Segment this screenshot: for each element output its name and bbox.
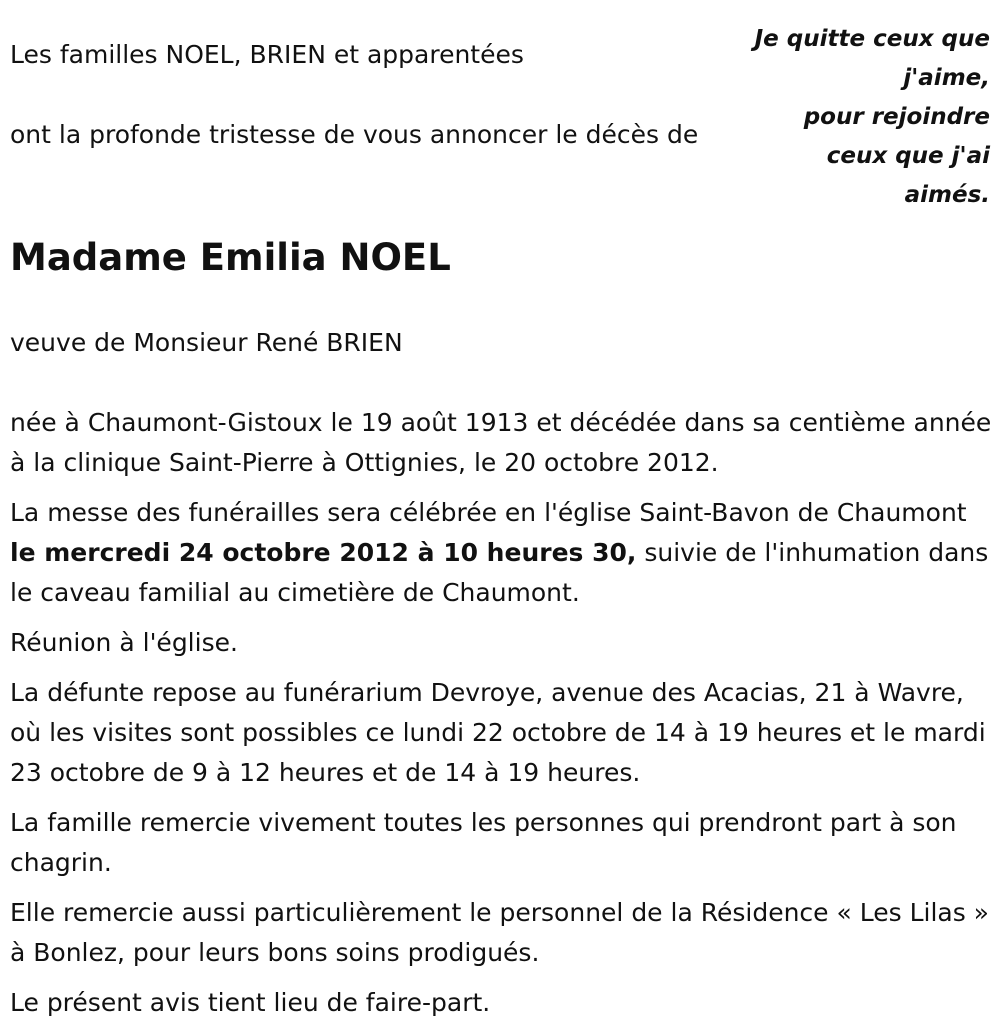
quote-line: j'aime, bbox=[903, 65, 990, 91]
funeral-paragraph bbox=[10, 493, 995, 613]
thanks-paragraph: La famille remercie vivement toutes les personnes qui prendront part à son chagrin. bbox=[10, 808, 957, 877]
quote-line: Je quitte ceux que bbox=[754, 26, 990, 52]
quote-line: pour rejoindre bbox=[803, 104, 990, 130]
epitaph-quote bbox=[728, 20, 990, 215]
announcement-intro: ont la profonde tristesse de vous annoncer le décès de bbox=[10, 120, 699, 149]
visits-paragraph: La défunte repose au funérarium Devroye, avenue des Acacias, 21 à Wavre, où les visites sont possibles ce lundi 22 octobre de 14 à 19 heures et le mardi 23 octobre de 9 à 12 heures et de 14 à 19 heures. bbox=[10, 678, 986, 787]
notice-paragraph: Le présent avis tient lieu de faire-part. bbox=[10, 988, 491, 1017]
widow-of-line: veuve de Monsieur René BRIEN bbox=[10, 328, 403, 357]
families-line: Les familles NOEL, BRIEN et apparentées bbox=[10, 40, 524, 69]
notice-body bbox=[10, 403, 995, 1033]
deceased-name: Madame Emilia NOEL bbox=[10, 236, 451, 279]
meeting-paragraph: Réunion à l'église. bbox=[10, 628, 238, 657]
funeral-text-start: La messe des funérailles sera célébrée en l'église Saint-Bavon de Chaumont bbox=[10, 498, 967, 527]
quote-line: aimés. bbox=[904, 182, 990, 208]
birth-death-paragraph: née à Chaumont-Gistoux le 19 août 1913 et décédée dans sa centième année à la clinique Saint-Pierre à Ottignies, le 20 octobre 2012. bbox=[10, 408, 992, 477]
funeral-text-end: suivie de l'inhumation dans le caveau familial au cimetière de Chaumont. bbox=[10, 538, 989, 607]
funeral-date: le mercredi 24 octobre 2012 à 10 heures 30, bbox=[10, 538, 637, 567]
staff-thanks-paragraph: Elle remercie aussi particulièrement le personnel de la Résidence « Les Lilas » à Bonlez, pour leurs bons soins prodigués. bbox=[10, 898, 989, 967]
quote-line: ceux que j'ai bbox=[826, 143, 990, 169]
